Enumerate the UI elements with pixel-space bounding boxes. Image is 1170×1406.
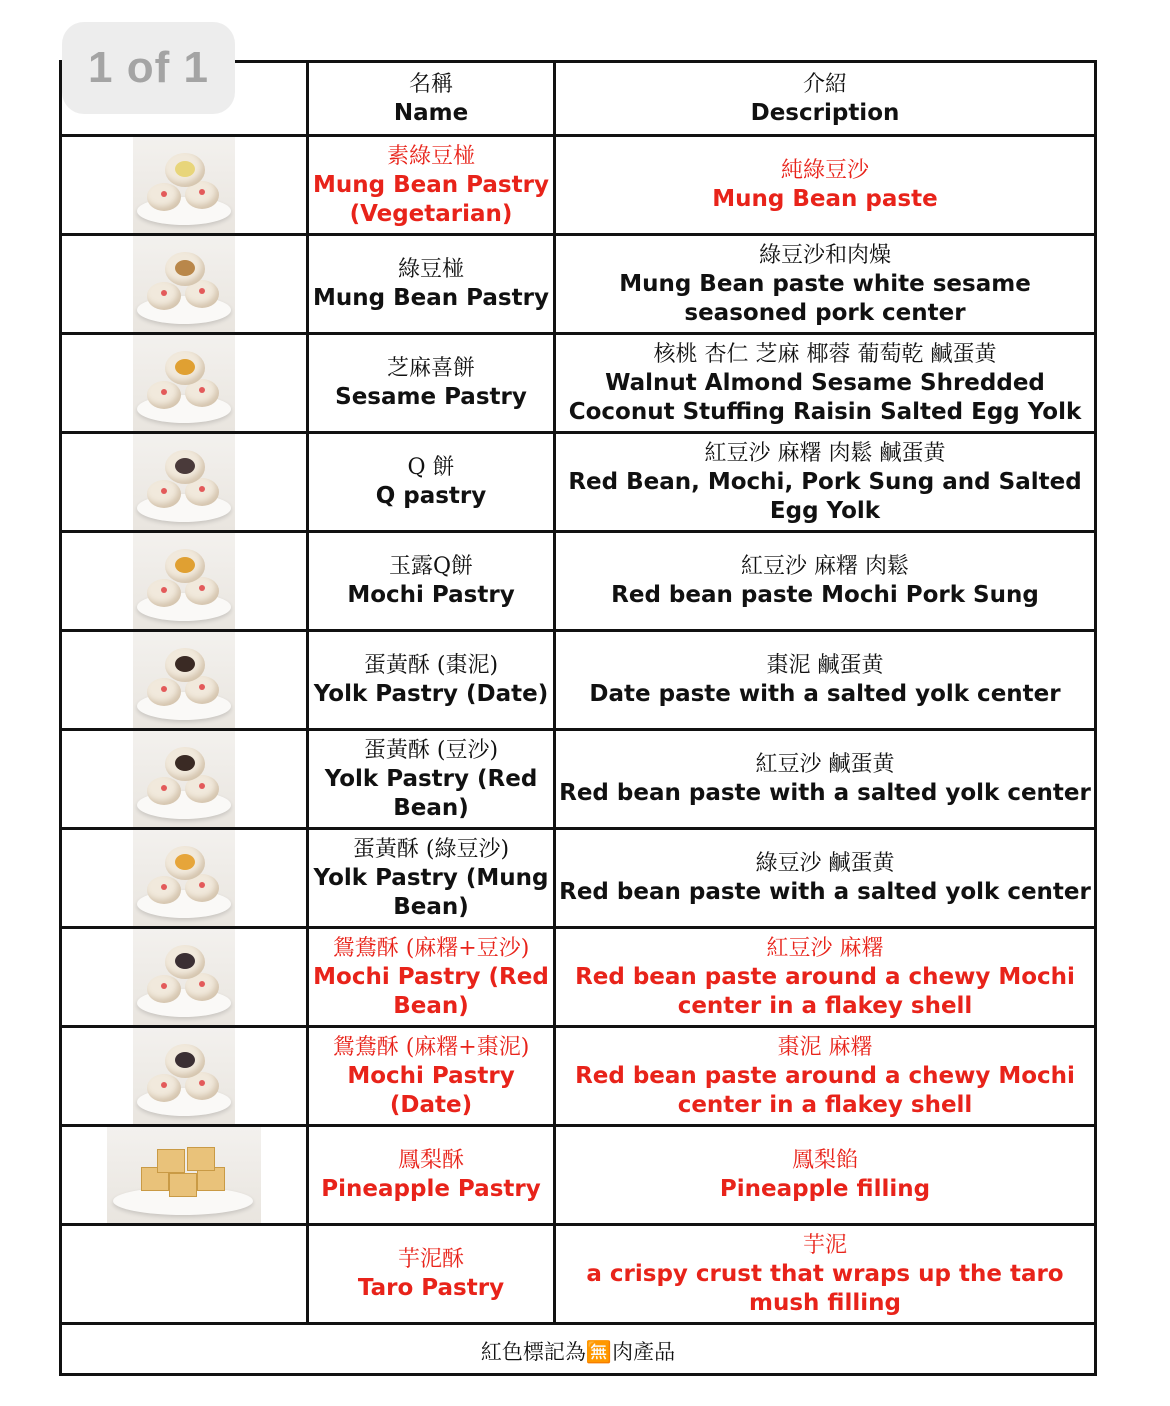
pastry-name-cell <box>308 433 555 532</box>
pastry-description-zh: 紅豆沙 鹹蛋黄 <box>755 752 895 777</box>
pastry-description-zh: 綠豆沙 鹹蛋黄 <box>755 851 895 876</box>
pastry-name-en: Q pastry <box>375 483 487 509</box>
pastry-name-zh: 芋泥酥 <box>397 1247 464 1272</box>
pastry-description-zh: 紅豆沙 麻糬 <box>766 935 884 961</box>
table-row <box>61 829 1096 928</box>
pastry-description-en: Red bean paste around a chewy Mochi center in a flakey shell <box>575 1062 1075 1118</box>
pastry-name-en: Mochi Pastry <box>347 582 515 608</box>
pastry-description-cell <box>555 334 1096 433</box>
table-row <box>61 334 1096 433</box>
pastry-description-cell <box>555 1225 1096 1324</box>
pastry-name-en: Yolk Pastry (Date) <box>313 681 549 707</box>
header-description-cell <box>555 62 1096 136</box>
pastry-name-zh: Q 餅 <box>407 455 455 480</box>
table-row <box>61 730 1096 829</box>
q-pastry-photo <box>133 434 235 530</box>
pastry-menu-table <box>59 60 1097 1376</box>
pastry-image-cell <box>61 1225 308 1324</box>
pastry-description-en: Red bean paste with a salted yolk center <box>559 879 1091 905</box>
pastry-name-cell <box>308 532 555 631</box>
header-name-zh: 名稱 <box>408 71 453 97</box>
pastry-description-zh: 芋泥 <box>802 1232 847 1258</box>
table-row <box>61 1225 1096 1324</box>
table-row <box>61 1126 1096 1225</box>
mochi-pastry-photo <box>133 533 235 629</box>
pastry-image-cell <box>61 928 308 1027</box>
pastry-name-cell <box>308 928 555 1027</box>
empty-image <box>133 1226 235 1322</box>
pastry-name-zh: 綠豆椪 <box>397 257 464 282</box>
yolk-pastry-mung-bean-photo <box>133 830 235 926</box>
pastry-name-en: Mochi Pastry (Red Bean) <box>313 963 549 1019</box>
table-row <box>61 532 1096 631</box>
mochi-pastry-date-photo <box>133 1028 235 1124</box>
pastry-name-cell <box>308 1126 555 1225</box>
pineapple-pastry-photo <box>107 1127 261 1223</box>
pastry-description-cell <box>555 433 1096 532</box>
pastry-description-en: Date paste with a salted yolk center <box>589 681 1061 707</box>
sesame-pastry-photo <box>133 335 235 431</box>
pastry-name-en: Yolk Pastry (Red Bean) <box>324 765 538 821</box>
header-name-en: Name <box>393 99 469 126</box>
pastry-image-cell <box>61 1126 308 1225</box>
table-row <box>61 235 1096 334</box>
pastry-description-cell <box>555 532 1096 631</box>
pastry-image-cell <box>61 532 308 631</box>
table-row <box>61 1027 1096 1126</box>
pastry-name-en: Mung Bean Pastry <box>313 285 549 311</box>
pastry-image-cell <box>61 730 308 829</box>
pastry-description-cell <box>555 136 1096 235</box>
pastry-name-en: Mung Bean Pastry (Vegetarian) <box>313 171 549 227</box>
pastry-description-cell <box>555 1027 1096 1126</box>
pastry-name-cell <box>308 235 555 334</box>
pastry-name-cell <box>308 136 555 235</box>
page-count-badge: 1 of 1 <box>62 22 235 114</box>
pastry-description-zh: 棗泥 麻糬 <box>777 1034 873 1060</box>
footer-row <box>61 1324 1096 1375</box>
pastry-image-cell <box>61 334 308 433</box>
table-row <box>61 433 1096 532</box>
pastry-name-zh: 芝麻喜餅 <box>386 356 475 381</box>
pastry-description-en: Walnut Almond Sesame Shredded Coconut Stuffing Raisin Salted Egg Yolk <box>568 369 1082 425</box>
pastry-description-en: Red bean paste with a salted yolk center <box>559 780 1091 806</box>
pastry-name-en: Sesame Pastry <box>335 384 527 410</box>
pastry-name-cell <box>308 730 555 829</box>
pastry-description-cell <box>555 1126 1096 1225</box>
pastry-name-zh: 鴛鴦酥 (麻糬+豆沙) <box>332 935 530 961</box>
pastry-description-en: Pineapple filling <box>719 1176 931 1202</box>
pastry-name-cell <box>308 334 555 433</box>
pastry-name-cell <box>308 631 555 730</box>
pastry-description-zh: 綠豆沙和肉燥 <box>758 242 891 268</box>
pastry-name-zh: 玉露Q餅 <box>388 554 474 579</box>
pastry-name-zh: 蛋黃酥 (豆沙) <box>363 737 499 763</box>
pastry-description-zh: 核桃 杏仁 芝麻 椰蓉 葡萄乾 鹹蛋黄 <box>653 341 997 367</box>
pastry-name-cell <box>308 1027 555 1126</box>
pastry-name-en: Yolk Pastry (Mung Bean) <box>313 864 549 920</box>
mung-bean-pastry-veg-photo <box>133 137 235 233</box>
table-row <box>61 631 1096 730</box>
pastry-name-zh: 鳳梨酥 <box>397 1148 464 1173</box>
yolk-pastry-red-bean-photo <box>133 731 235 827</box>
pastry-description-zh: 紅豆沙 麻糬 肉鬆 鹹蛋黄 <box>704 440 946 466</box>
pastry-image-cell <box>61 631 308 730</box>
pastry-description-zh: 純綠豆沙 <box>780 158 869 183</box>
yolk-pastry-date-photo <box>133 632 235 728</box>
pastry-name-cell <box>308 1225 555 1324</box>
pastry-name-zh: 鴛鴦酥 (麻糬+棗泥) <box>332 1034 530 1060</box>
pastry-image-cell <box>61 1027 308 1126</box>
pastry-image-cell <box>61 235 308 334</box>
pastry-name-zh: 蛋黃酥 (綠豆沙) <box>352 836 510 862</box>
pastry-description-zh: 紅豆沙 麻糬 肉鬆 <box>741 554 909 579</box>
pastry-image-cell <box>61 433 308 532</box>
mochi-pastry-red-bean-photo <box>133 929 235 1025</box>
pastry-name-en: Pineapple Pastry <box>321 1176 541 1202</box>
pastry-name-cell <box>308 829 555 928</box>
pastry-description-en: Mung Bean paste white sesame seasoned pork center <box>619 270 1031 326</box>
table-row <box>61 136 1096 235</box>
pastry-description-en: Red Bean, Mochi, Pork Sung and Salted Egg Yolk <box>568 468 1082 524</box>
pastry-description-cell <box>555 235 1096 334</box>
pastry-description-en: Mung Bean paste <box>712 186 938 212</box>
mung-bean-pastry-photo <box>133 236 235 332</box>
pastry-image-cell <box>61 136 308 235</box>
pastry-image-cell <box>61 829 308 928</box>
pastry-description-zh: 棗泥 鹹蛋黄 <box>766 653 884 678</box>
pastry-description-en: Red bean paste around a chewy Mochi center in a flakey shell <box>575 963 1075 1019</box>
pastry-description-cell <box>555 631 1096 730</box>
pastry-name-en: Taro Pastry <box>357 1275 505 1301</box>
table-row <box>61 928 1096 1027</box>
footer-note: 紅色標記為🈚肉產品 <box>61 1324 1096 1375</box>
pastry-name-zh: 素綠豆椪 <box>386 143 475 169</box>
pastry-description-en: a crispy crust that wraps up the taro mush filling <box>586 1260 1064 1316</box>
pastry-description-en: Red bean paste Mochi Pork Sung <box>611 582 1039 608</box>
pastry-description-cell <box>555 730 1096 829</box>
header-description-zh: 介紹 <box>802 71 847 97</box>
header-name-cell <box>308 62 555 136</box>
pastry-description-cell <box>555 829 1096 928</box>
pastry-description-cell <box>555 928 1096 1027</box>
pastry-description-zh: 鳳梨餡 <box>791 1148 858 1173</box>
header-description-en: Description <box>750 99 900 126</box>
pastry-name-en: Mochi Pastry (Date) <box>347 1062 515 1118</box>
pastry-name-zh: 蛋黃酥 (棗泥) <box>363 653 499 678</box>
